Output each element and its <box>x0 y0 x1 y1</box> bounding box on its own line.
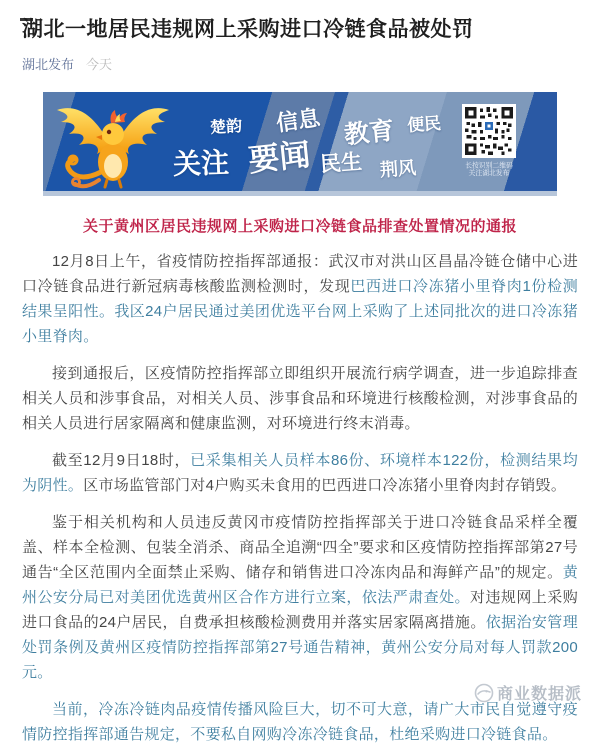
highlighted-text: 已采集相关人员样本86份、环境样本122份，检测结果均为阴性。 <box>22 452 578 494</box>
body-text: 接到通报后，区疫情防控指挥部立即组织开展流行病学调查，进一步追踪排查相关人员和涉事食品，对相关人员、涉事食品和环境进行核酸检测，对涉事食品的相关人员进行居家隔离和健康监测，对环境进行终末消毒。 <box>22 365 578 432</box>
account-name-link[interactable]: 湖北发布 <box>22 57 75 72</box>
qr-block <box>453 104 525 184</box>
banner-image[interactable] <box>43 92 557 196</box>
paragraph-list <box>22 249 578 747</box>
highlighted-text: 巴西进口冷冻猪小里脊肉1份检测结果呈阳性。我区24户居民通过美团优选平台网上采购了上述同批次的进口冷冻猪小里脊肉。 <box>22 278 579 345</box>
banner-word-chuyun: 楚韵 <box>209 118 243 137</box>
qr-caption-line2: 关注湖北发布 <box>468 169 510 177</box>
article-paragraph <box>22 510 578 685</box>
qr-caption-line1: 长按识别二维码 <box>465 162 513 170</box>
body-text: 鉴于相关机构和人员违反黄冈市疫情防控指挥部关于进口冷链食品采样全覆盖、样本全检测、包装全消杀、商品全追溯“四全”要求和区疫情防控指挥部第27号通告“全区范围内全面禁止采购、储存和销售进口冷冻肉品和海鲜产品”的规定。 <box>22 514 578 581</box>
article-paragraph <box>22 361 578 436</box>
body-text: 区市场监管部门对4户购买未食用的巴西进口冷冻猪小里脊肉封存销毁。 <box>83 477 567 494</box>
publish-date: 今天 <box>86 57 113 72</box>
banner-word-bianmin: 便民 <box>406 113 442 136</box>
highlighted-text: 当前，冷冻冷链肉品疫情传播风险巨大，切不可大意，请广大市民自觉遵守疫情防控指挥部通告规定，不要私自网购冷冻冷链食品，杜绝采购进口冷链食品。 <box>22 701 578 743</box>
body-text: 对违规网上采购进口食品的24户居民，自费承担核酸检测费用并落实居家隔离措施。 <box>22 589 579 631</box>
banner-word-guanzhu: 关注 <box>172 147 230 180</box>
phoenix-mascot-icon <box>49 94 177 194</box>
article-paragraph <box>22 697 578 747</box>
article-paragraph <box>22 249 578 349</box>
banner-word-xinxi: 信息 <box>274 105 322 136</box>
banner-word-yaowen: 要闻 <box>246 136 312 179</box>
watermark-text: 商业数据派 <box>496 686 582 703</box>
byline <box>22 54 578 73</box>
qr-code-icon <box>462 104 516 158</box>
page-title: 湖北一地居民违规网上采购进口冷链食品被处罚 <box>22 18 474 41</box>
highlighted-text: 依据治安管理处罚条例及黄州区疫情防控指挥部第27号通告精神，黄州公安分局对每人罚款200元。 <box>22 614 578 681</box>
banner-word-minsheng: 民生 <box>319 150 363 177</box>
notice-heading: 关于黄州区居民违规网上采购进口冷链食品排查处置情况的通报 <box>82 218 517 235</box>
highlighted-text: 黄州公安分局已对美团优选黄州区合作方进行立案，依法严肃查处。 <box>22 564 578 606</box>
banner-word-jingfeng: 荆风 <box>379 157 417 181</box>
body-text: 截至12月9日18时， <box>52 452 191 469</box>
banner-word-jiaoyu: 教育 <box>342 116 396 150</box>
watermark <box>474 681 582 704</box>
article-body <box>22 216 578 747</box>
body-text: 12月8日上午，省疫情防控指挥部通报：武汉市对洪山区昌晶冷链仓储中心进口冷链食品进行新冠病毒核酸监测检测时，发现 <box>22 253 578 295</box>
article-page <box>0 15 600 747</box>
article-paragraph <box>22 448 578 498</box>
